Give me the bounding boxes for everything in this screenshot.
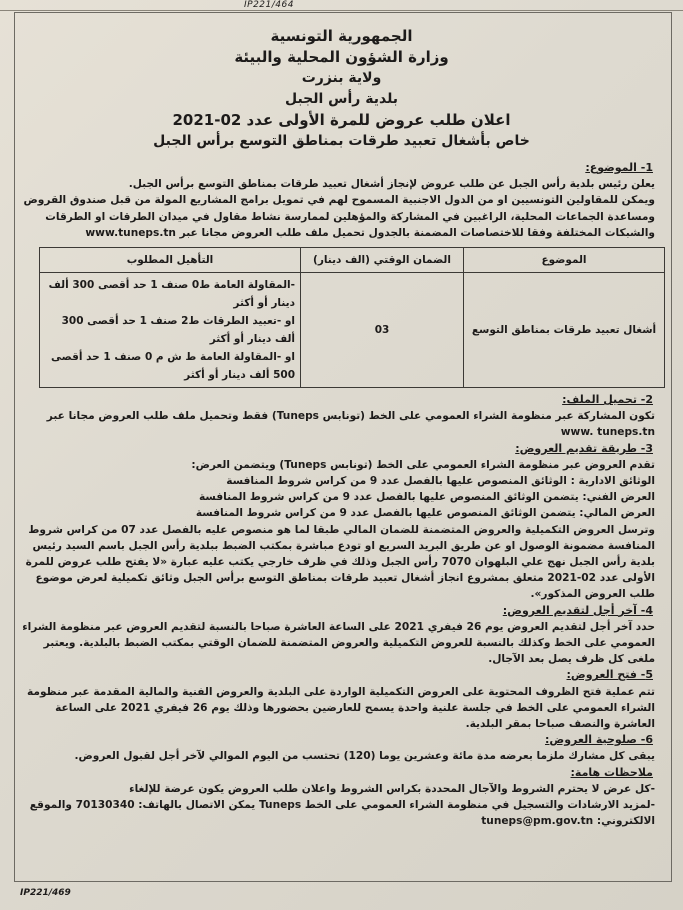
section-title: 4- آخر أجل لتقديم العروض: [502,603,653,617]
section-title: 6- صلوحية العروض: [545,733,653,747]
column-header: الضمان الوقتي (الف دينار) [301,248,464,273]
section-title: 3- طريقة تقديم العروض: [515,441,653,455]
announcement-title: اعلان طلب عروض للمرة الأولى عدد 02-2021 [172,111,511,129]
paragraph: وترسل العروض التكميلية والعروض المتضمنة للضمان المالي طبقا لما هو منصوص عليه بالفصل عدد 07 من كراس شروط المنافسة مضمونة الوصول او عن طريق البريد السريع او تودع مباشرة بمكتب الضبط ببلدية رأس الجبل باسم السيد رئيس بلدية رأس الجبل نهج علي البلهوان 7070 رأس الجبل وذلك في ظرف خارجي يكتب عليه عبارة «لا يفتح طلب عروض للمرة الأولى عدد 02-2021 متعلق بمشروع انجاز أشغال تعبيد طرقات بمناطق التوسع برأس الجبل وثائق تكميلية لعرض موضوع طلب العروض المذكور». [25,523,655,601]
paragraph: حدد آخر أجل لتقديم العروض يوم 26 فيفري 2021 على الساعة العاشرة صباحا بالنسبة لتقديم العروض عبر منظومة الشراء العمومي على الخط وكذلك بالنسبة للعروض التكميلية والعروض المتضمنة للضمان الوقتي بمكتب الضبط بالبلدية. ويعتبر ملغى كل ظرف يصل بعد الآجال. [22,620,655,666]
paragraph: يعلن رئيس بلدية رأس الجبل عن طلب عروض لإنجاز أشغال تعبيد طرقات بمناطق التوسع برأس الجبل. [128,178,655,191]
top-strip [0,0,683,11]
cell-subject: أشغال تعبيد طرقات بمناطق التوسع [464,273,665,388]
announcement-content [18,26,665,830]
bottom-reference-code: IP221/469 [20,888,71,898]
announcement-subtitle: خاص بأشغال تعبيد طرقات بمناطق التوسع برأس الجبل [153,133,530,149]
paragraph: العرض الفني: يتضمن الوثائق المنصوص عليها بالفصل عدد 9 من كراس شروط المنافسة [198,491,655,504]
column-header: التأهيل المطلوب [40,248,301,273]
cell-qualification [40,273,301,388]
note-item: -كل عرض لا يحترم الشروط والآجال المحددة بكراس الشروط واعلان طلب العروض يكون عرضة للإلغاء [129,782,655,795]
qualification-line: او -تعبيد الطرقات ط2 صنف 1 حد أقصى 300 ألف دينار أو أكثر [61,315,295,346]
announcement-header [18,26,665,152]
section-subject [18,160,665,241]
municipality-name: بلدية رأس الجبل [284,91,399,107]
governorate-name: ولاية بنزرت [301,70,382,86]
republic-name: الجمهورية التونسية [270,27,413,45]
top-reference-code: IP221/464 [244,0,294,10]
section-title: 2- تحميل الملف: [562,393,653,407]
note-item: -لمزيد الارشادات والتسجيل في منظومة الشراء العمومي على الخط Tuneps يمكن الاتصال بالهاتف: 70130340 والموقع الالكتروني: tuneps@pm.gov.tn [29,799,655,828]
section-opening [18,667,665,732]
table-header-row [40,248,665,273]
section-title: 5- فتح العروض: [566,668,653,682]
qualification-line: -المقاولة العامة ط0 صنف 1 حد أقصى 300 ألف دينار أو أكثر [48,279,295,310]
qualification-line: او -المقاولة العامة ط ش م 0 صنف 1 حد أقصى 500 ألف دينار أو أكثر [51,351,295,382]
paragraph: العرض المالي: يتضمن الوثائق المنصوص عليها بالفصل عدد 9 من كراس شروط المنافسة [195,507,655,520]
paragraph: الوثائق الادارية : الوثائق المنصوص عليها بالفصل عدد 9 من كراس شروط المنافسة [226,475,655,488]
section-download [18,392,665,441]
section-title: 1- الموضوع: [585,161,653,174]
section-submission [18,441,665,603]
paragraph: تكون المشاركة عبر منظومة الشراء العمومي على الخط (تونابس Tuneps) فقط وتحميل ملف طلب العروض مجانا عبر www. tuneps.tn [46,410,655,439]
paragraph: ويمكن للمقاولين التونسيين او من الدول الاجنبية المسموح لهم في تمويل برامج المشاريع المولة من قبل صندوق القروض ومساعدة الجماعات المحلية، الراغبين في المشاركة والمؤهلين لممارسة نشاط مقاول في ميدان الطرقات او الطرقات والشبكات المختلفة وفقا للاختصاصات المضمنة بالجدول تحميل ملف طلب العروض مجانا عبر www.tuneps.tn [23,194,655,239]
section-title: ملاحظات هامة: [570,765,653,779]
paragraph: يبقى كل مشارك ملزما بعرضه مدة مائة وعشرين يوما (120) تحتسب من اليوم الموالي لآخر أجل لقبول العروض. [74,750,655,763]
section-deadline [18,603,665,668]
table-row [40,273,665,388]
ministry-name: وزارة الشؤون المحلية والبيئة [234,48,449,66]
section-notes [18,765,665,830]
column-header: الموضوع [464,248,665,273]
cell-guarantee: 03 [301,273,464,388]
paragraph: تتم عملية فتح الظروف المحتوية على العروض التكميلية الواردة على البلدية والعروض الفنية والمالية المقدمة عبر منظومة الشراء العمومي على الخط في جلسة علنية واحدة يسمح للعارضين بحضورها وذلك يوم 26 فيفري 2021 على الساعة العاشرة والنصف صباحا بمقر البلدية. [27,685,655,731]
section-validity [18,732,665,764]
paragraph: تقدم العروض عبر منظومة الشراء العمومي على الخط (تونابس Tuneps) ويتضمن العرض: [191,458,655,471]
requirements-table [39,247,665,388]
